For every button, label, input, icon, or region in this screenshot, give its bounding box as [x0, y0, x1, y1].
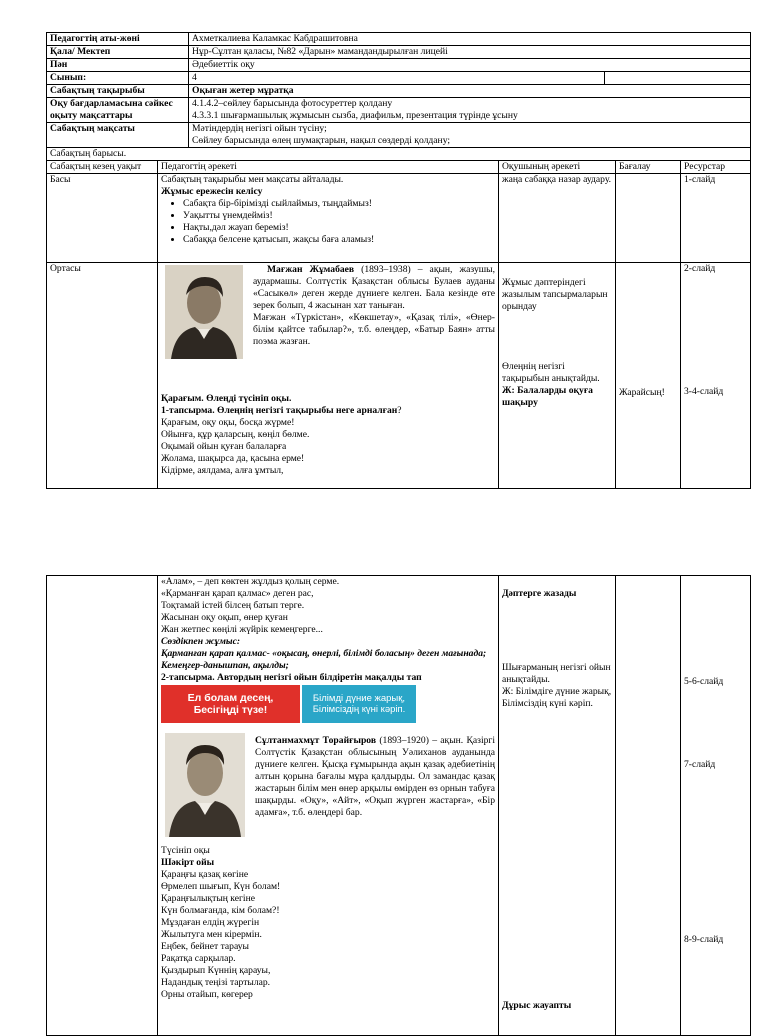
header-row-goal	[47, 122, 751, 147]
poem1-line: Кідірме, аялдама, алға ұмтыл,	[161, 464, 284, 476]
continued-assessment-cell	[616, 576, 681, 1036]
task1-mark: ?	[397, 404, 402, 416]
header-row-teacher	[47, 33, 751, 46]
magzhan-bio-text: (1893–1938) – ақын, жазушы, аудармашы. Солтүстік Қазақстан облысы Булаев ауданы «Сасыкөл» деген жерде дүниеге келген. Бала кезінде өте зерек болып, 4 жасынан хат таныған.	[253, 263, 495, 311]
header-row-school	[47, 45, 751, 58]
program-value-1: 4.1.4.2–сөйлеу барысында фотосуреттер қолдану	[192, 97, 393, 109]
col-student: Оқушының әрекеті	[499, 160, 616, 173]
goal-label: Сабақтың мақсаты	[47, 122, 189, 147]
student-correct: Дұрыс жауапты	[502, 999, 572, 1011]
poem2-line: Орны отайып, көгерер	[161, 988, 253, 1000]
continued-resource-cell	[681, 576, 751, 1036]
poem1-line: Жолама, шақырса да, қасына ерме!	[161, 452, 305, 464]
vocab-item-1: Қарманған қарап қалмас- «оқысаң, өнерлі, білімді боласың» деген мағынада;	[161, 647, 487, 659]
poem2-line: Жылытуга мен кірермін.	[161, 928, 262, 940]
subject-value: Әдебиеттік оқу	[189, 58, 751, 71]
continued-student-cell	[499, 576, 616, 1036]
proverb-red: Ел болам десең, Бесігіңді түзе!	[161, 685, 300, 723]
student-task-2: Өлеңнің негізгі тақырыбын анықтайды.	[502, 360, 600, 384]
continued-stage-cell	[47, 576, 158, 1036]
col-stage: Сабақтың кезең уақыт	[47, 160, 158, 173]
portrait-magzhan	[165, 265, 243, 363]
resource-slide-3-4: 3-4-слайд	[684, 385, 724, 397]
teacher-label: Педагогтің аты-жөні	[47, 33, 189, 46]
poem1-line: Ойынға, құр қаларсың, көңіл бөлме.	[161, 428, 310, 440]
poem1-line: Қарағым, оқу оқы, босқа жүрме!	[161, 416, 295, 428]
grade-value: 4	[189, 71, 605, 84]
task2: 2-тапсырма. Автордың негізгі ойын білдіретін мақалды тап	[161, 671, 422, 683]
columns-row	[47, 160, 751, 173]
teacher-value: Ахметкалиева Каламкас Кабдрашитовна	[189, 33, 751, 46]
stage-middle-row	[47, 262, 751, 488]
poem2	[161, 869, 495, 1001]
sultanmahmut-name: Сұлтанмахмұт Торайғыров	[255, 734, 377, 746]
poem1-continued	[161, 576, 495, 636]
resource-slide-8-9: 8-9-слайд	[684, 933, 724, 945]
lesson-plan-page-1	[46, 32, 750, 489]
student-idea-3: Білімсіздің күні кәріп.	[502, 697, 593, 709]
stage-middle-resources	[681, 262, 751, 488]
poem1-line: Оқымай ойын қуған балаларға	[161, 440, 287, 452]
goal-value-2: Сөйлеу барысында өлең шумақтарын, нақыл сөздерді қолдану;	[192, 134, 451, 146]
stage-start-row	[47, 173, 751, 262]
resource-slide-2: 2-слайд	[684, 262, 716, 274]
intro-text: Сабақтың тақырыбы мен мақсаты айталады.	[161, 173, 344, 185]
poem2-line: Қыздырып Күннің қарауы,	[161, 964, 271, 976]
poem2-line: Қараңғы қазақ көгіне	[161, 868, 249, 880]
rule-item: • Нақты,дәл жауап береміз!	[183, 222, 495, 234]
stage-middle-assessment	[616, 262, 681, 488]
progress-label: Сабақтың барысы.	[47, 147, 751, 160]
poem2-line: Надандық теңізі тартылар.	[161, 976, 271, 988]
progress-row	[47, 147, 751, 160]
magzhan-bio-2: Мағжан «Түркістан», «Көкшетау», «Қазақ тілі», «Өнер-білім қайтсе табылар?», т.б. өлеңдер, «Батыр Баян» атты поэма жазған.	[253, 311, 495, 347]
rule-item: • Сабақта бір-бірімізді сыйлаймыз, тыңдаймыз!	[183, 198, 495, 210]
student-write: Дәптерге жазады	[502, 588, 577, 599]
grade-extra-cell	[605, 71, 751, 84]
poem1	[161, 417, 495, 477]
school-label: Қала/ Мектеп	[47, 45, 189, 58]
program-label: Оқу бағдарламасына сәйкес оқыту мақсаттары	[47, 97, 189, 122]
task1-text: 1-тапсырма. Өлеңнің негізгі тақырыбы неге арналған	[161, 404, 398, 416]
topic-value: Оқыған жетер мұратқа	[189, 84, 751, 97]
goal-value-1: Мәтіндердің негізгі ойын түсіну;	[192, 122, 327, 134]
task1	[161, 405, 495, 417]
lesson-header-table	[46, 32, 751, 148]
student-answer-2: Ж: Балаларды оқуға шақыру	[502, 384, 593, 408]
program-value-2: 4.3.3.1 шығармашылық жұмысын сызба, диафильм, презентация түрінде ұсыну	[192, 109, 518, 121]
goal-values	[189, 122, 751, 147]
vocab-item-2: Кемеңгер-данышпан, ақылды;	[161, 659, 289, 671]
rules-title: Жұмыс ережесін келісу	[161, 185, 263, 197]
poem1-line: «Қарманған қарап қалмас» деген рас,	[161, 587, 314, 599]
sultanmahmut-bio-text: (1893–1920) – ақын. Қазіргі Солтүстік Қазақстан облысының Уәлиханов ауданында дүниеге келген. Қысқа ғұмырында ақын қазақ әдебиетінің алтын қорына бағалы мұра қалдырды. Ол замандас қазақ жастарын білім мен өнер арқылы өмірден өз орнын табуға шақырды. «Оқу», «Айт», «Оқып жүрген жастарға», «Бір адамға», т.б. өлеңдері бар.	[255, 734, 496, 818]
header-row-program	[47, 97, 751, 122]
col-resources: Ресурстар	[681, 160, 751, 173]
resource-slide-5-6: 5-6-слайд	[684, 676, 724, 687]
col-teacher: Педагогтің әрекеті	[158, 160, 499, 173]
task-read: Қарағым. Өлеңді түсініп оқы.	[161, 392, 292, 404]
header-row-grade	[47, 71, 751, 84]
lesson-body-table	[46, 147, 751, 489]
poem2-line: Өрмелеп шығып, Күн болам!	[161, 880, 281, 892]
student-idea-2: Ж: Білімдіге дүние жарық,	[502, 685, 612, 697]
lesson-plan-page-2	[46, 575, 750, 1036]
rule-item: • Уақытты үнемдейміз!	[183, 210, 495, 222]
stage-middle-teacher	[158, 262, 499, 488]
stage-middle-student	[499, 262, 616, 488]
header-row-topic	[47, 84, 751, 97]
poem2-line: Қараңғылықтың кегіне	[161, 892, 255, 904]
poem2-line: Еңбек, бейнет тарауы	[161, 940, 249, 952]
stage-start-assessment	[616, 173, 681, 262]
assessment-praise: Жарайсың!	[619, 386, 665, 398]
stage-start-teacher	[158, 173, 499, 262]
portrait-sultanmahmut	[165, 733, 245, 841]
stage-start-name: Басы	[47, 173, 158, 262]
poem2-line: Мұздаған елдің жүрегін	[161, 916, 260, 928]
poem2-line: Рақатқа сарқылар.	[161, 952, 236, 964]
student-idea-1: Шығарманың негізгі ойын анықтайды.	[502, 661, 611, 685]
read-label: Түсініп оқы	[161, 844, 210, 856]
subject-label: Пән	[47, 58, 189, 71]
student-task-1: Жұмыс дәптеріндегі жазылым тапсырмаларын орындау	[502, 276, 608, 312]
resource-slide-7: 7-слайд	[684, 758, 716, 770]
rule-item: • Сабаққа белсене қатысып, жақсы баға аламыз!	[183, 234, 495, 246]
program-values	[189, 97, 751, 122]
poem2-title: Шәкірт ойы	[161, 856, 215, 868]
school-value: Нұр-Сұлтан қаласы, №82 «Дарын» мамандандырылған лицейі	[189, 45, 751, 58]
poem1-line: Жан жетпес көңілі жүйрік кемеңгерге...	[161, 623, 323, 635]
stage-start-resource: 1-слайд	[681, 173, 751, 262]
stage-start-student: жаңа сабаққа назар аудару.	[499, 173, 616, 262]
proverb-banner	[161, 685, 495, 723]
topic-label: Сабақтың тақырыбы	[47, 84, 189, 97]
rules-list	[161, 198, 495, 246]
proverb-teal: Білімді дүние жарық, Білімсіздің күні кәріп.	[302, 685, 416, 723]
magzhan-name: Мағжан Жұмабаев	[267, 263, 355, 275]
lesson-body-table-continued	[46, 575, 751, 1036]
poem1-line: «Алам», – деп көктен жұлдыз қолың серме.	[161, 576, 340, 587]
header-row-subject	[47, 58, 751, 71]
grade-label: Сынып:	[47, 71, 189, 84]
continued-teacher-cell	[158, 576, 499, 1036]
poem1-line: Тоқтамай істей білсең батып терге.	[161, 599, 305, 611]
vocab-title: Сөздікпен жұмыс:	[161, 635, 241, 647]
col-assessment: Бағалау	[616, 160, 681, 173]
poem2-line: Күн болмағанда, кім болам?!	[161, 904, 280, 916]
continued-row	[47, 576, 751, 1036]
stage-middle-name: Ортасы	[47, 262, 158, 488]
poem1-line: Жасынан оқу оқып, өнер қуған	[161, 611, 288, 623]
